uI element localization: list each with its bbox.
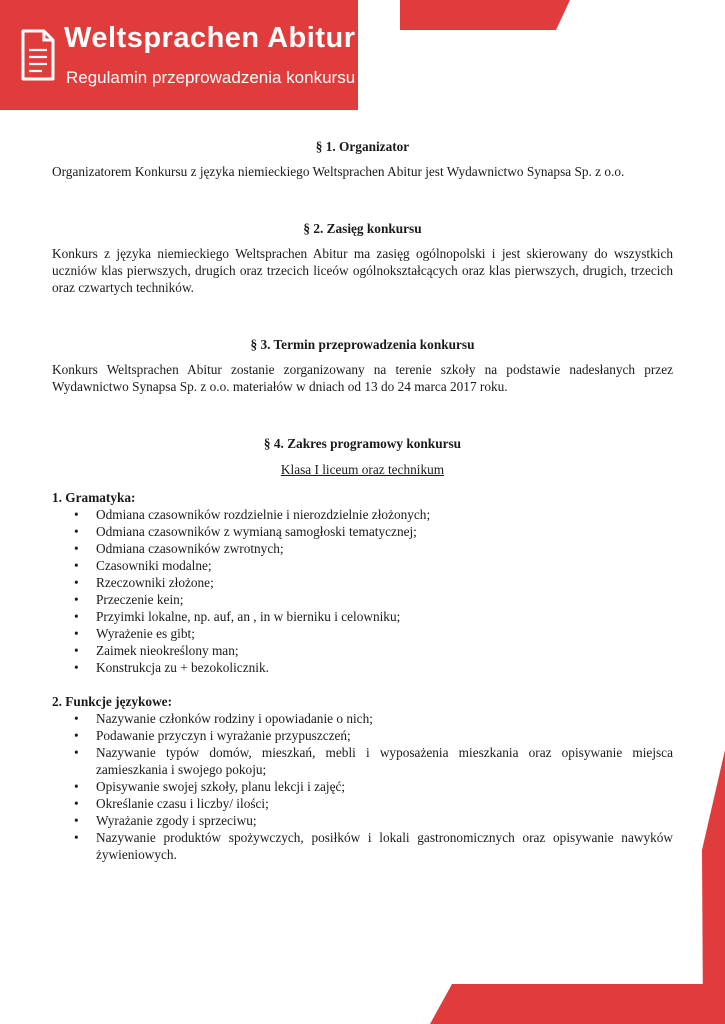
list-item: • Wyrażenie es gibt; xyxy=(96,625,673,642)
list-item: • Przeczenie kein; xyxy=(96,591,673,608)
list-item: • Zaimek nieokreślony man; xyxy=(96,642,673,659)
list-item: • Wyrażanie zgody i sprzeciwu; xyxy=(96,812,673,829)
section-2-title: § 2. Zasięg konkursu xyxy=(303,221,422,236)
list-item: • Odmiana czasowników z wymianą samogłoski tematycznej; xyxy=(96,523,673,540)
grammar-list xyxy=(52,506,673,676)
functions-list xyxy=(52,710,673,863)
header-banner xyxy=(0,0,358,110)
section-4-subtitle: Klasa I liceum oraz technikum xyxy=(280,462,445,477)
section-3-title: § 3. Termin przeprowadzenia konkursu xyxy=(250,337,475,352)
functions-heading: 2. Funkcje językowe: xyxy=(52,694,173,709)
list-item: • Rzeczowniki złożone; xyxy=(96,574,673,591)
document-body xyxy=(52,138,673,863)
list-item: • Odmiana czasowników rozdzielnie i nierozdzielnie złożonych; xyxy=(96,506,673,523)
document-icon xyxy=(20,28,56,82)
section-3-text: Konkurs Weltsprachen Abitur zostanie zorganizowany na terenie szkoły na podstawie nadesłanych przez Wydawnictwo Synapsa Sp. z o.o. materiałów w dniach od 13 do 24 marca 2017 roku. xyxy=(52,362,673,394)
section-4-title: § 4. Zakres programowy konkursu xyxy=(263,436,462,451)
section-2-text: Konkurs z języka niemieckiego Weltsprachen Abitur ma zasięg ogólnopolski i jest skierowany do wszystkich uczniów klas pierwszych, drugich oraz trzecich liceów ogólnokształcących oraz klas pierwszych, drugich, trzecich oraz czwartych techników. xyxy=(52,246,673,295)
list-item: • Podawanie przyczyn i wyrażanie przypuszczeń; xyxy=(96,727,673,744)
list-item: • Przyimki lokalne, np. auf, an , in w bierniku i celowniku; xyxy=(96,608,673,625)
list-item: • Nazywanie produktów spożywczych, posiłków i lokali gastronomicznych oraz opisywanie nawyków żywieniowych. xyxy=(96,829,673,863)
list-item: • Określanie czasu i liczby/ ilości; xyxy=(96,795,673,812)
list-item: • Opisywanie swojej szkoły, planu lekcji i zajęć; xyxy=(96,778,673,795)
grammar-heading: 1. Gramatyka: xyxy=(52,490,136,505)
document-subtitle: Regulamin przeprowadzenia konkursu xyxy=(66,68,356,87)
section-1-text: Organizatorem Konkursu z języka niemieckiego Weltsprachen Abitur jest Wydawnictwo Synapsa Sp. z o.o. xyxy=(52,164,625,179)
list-item: • Czasowniki modalne; xyxy=(96,557,673,574)
section-1-title: § 1. Organizator xyxy=(315,139,410,154)
list-item: • Konstrukcja zu + bezokolicznik. xyxy=(96,659,673,676)
brand-title: Weltsprachen Abitur xyxy=(64,22,356,54)
list-item: • Nazywanie typów domów, mieszkań, mebli i wyposażenia mieszkania oraz opisywanie miejsca zamieszkania i swojego pokoju; xyxy=(96,744,673,778)
list-item: • Odmiana czasowników zwrotnych; xyxy=(96,540,673,557)
list-item: • Nazywanie członków rodziny i opowiadanie o nich; xyxy=(96,710,673,727)
